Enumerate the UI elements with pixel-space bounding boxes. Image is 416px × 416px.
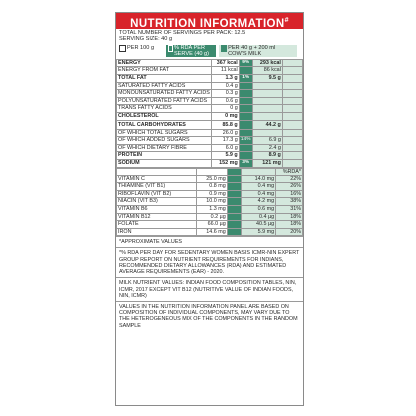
value-with-milk: 86 kcal bbox=[252, 67, 282, 75]
light-green-box-icon bbox=[221, 45, 227, 52]
rda-per-serve bbox=[227, 213, 241, 221]
value-per-100g: 152 mg bbox=[211, 159, 239, 167]
basis-rda bbox=[166, 45, 216, 57]
rda-with-milk bbox=[282, 144, 302, 152]
rda-per-serve bbox=[239, 112, 252, 120]
rda-with-milk bbox=[282, 105, 302, 113]
rda-per-serve bbox=[227, 228, 241, 236]
empty-cell bbox=[227, 168, 241, 175]
vitamin-row bbox=[117, 228, 303, 236]
nutrient-name: MONOUNSATURATED FATTY ACIDS bbox=[118, 90, 210, 97]
approx-note: *APPROXIMATE VALUES bbox=[116, 236, 303, 247]
rda-with-milk bbox=[282, 137, 302, 145]
value-with-milk: 40.5 µg bbox=[241, 221, 275, 229]
rda-per-serve bbox=[227, 221, 241, 229]
values-note: VALUES IN THE NUTRITION INFORMATION PANEL ARE BASED ON COMPOSITION OF INDIVIDUAL COMPONENTS, MAY VARY DUE TO THE HETEROGENEOUS MIX OF THE COMPONENTS IN THE RANDOM SAMPLE bbox=[116, 301, 303, 331]
rda-per-serve bbox=[239, 152, 252, 160]
servings-per-pack: TOTAL NUMBER OF SERVINGS PER PACK: 12.5 bbox=[119, 30, 246, 36]
basis-per100 bbox=[119, 45, 163, 52]
rda-per-serve bbox=[227, 205, 241, 213]
vitamin-name: FOLATE bbox=[117, 221, 197, 229]
rda-per-serve bbox=[239, 67, 252, 75]
value-per-100g: 6.0 g bbox=[211, 144, 239, 152]
value-per-100g: 1.3 g bbox=[211, 75, 239, 83]
nutrient-row bbox=[117, 59, 303, 67]
nutrition-panel bbox=[115, 12, 304, 406]
title-mark: # bbox=[284, 17, 289, 24]
serving-size: SERVING SIZE: 40 g bbox=[119, 36, 173, 43]
value-per-100g: 0.4 g bbox=[211, 82, 239, 90]
rda-with-milk: 26% bbox=[276, 183, 303, 191]
vitamin-name: THIAMINE (VIT B1) bbox=[117, 183, 197, 191]
rda-per-serve: 1% bbox=[239, 75, 252, 83]
value-with-milk: 0.6 mg bbox=[241, 205, 275, 213]
value-per-100g: 17.3 g bbox=[211, 137, 239, 145]
value-with-milk: 14.0 mg bbox=[241, 175, 275, 183]
value-per-100g: 0 g bbox=[211, 105, 239, 113]
vitamin-row bbox=[117, 205, 303, 213]
rda-per-serve bbox=[227, 183, 241, 191]
value-per-100g: 0.3 g bbox=[211, 90, 239, 98]
value-per-100g: 11 kcal bbox=[211, 67, 239, 75]
nutrient-name: CHOLESTEROL bbox=[117, 112, 212, 120]
vitamin-name: RIBOFLAVIN (VIT B2) bbox=[117, 190, 197, 198]
value-with-milk bbox=[252, 82, 282, 90]
nutrient-row bbox=[117, 159, 303, 167]
serving-info bbox=[116, 29, 303, 43]
nutrient-row bbox=[117, 129, 303, 137]
rda-with-milk bbox=[282, 120, 302, 129]
rda-with-milk: 18% bbox=[276, 213, 303, 221]
empty-cell bbox=[241, 168, 275, 175]
basis-rda-label: % RDA PER SERVE (40 g) bbox=[173, 44, 209, 57]
rda-per-serve bbox=[239, 82, 252, 90]
green-box-icon bbox=[168, 45, 173, 52]
nutrient-name: POLYUNSATURATED FATTY ACIDS bbox=[117, 97, 212, 105]
basis-milk-label: PER 40 g + 200 ml COW'S MILK bbox=[228, 44, 276, 57]
value-with-milk: 293 kcal bbox=[252, 59, 282, 67]
nutrient-row bbox=[117, 137, 303, 145]
panel-title bbox=[116, 13, 303, 29]
vitamin-table bbox=[116, 168, 303, 237]
milk-note: MILK NUTRIENT VALUES: INDIAN FOOD COMPOSITION TABLES, NIN, ICMR, 2017 EXCEPT VIT B12 (NUTRITIVE VALUE OF INDIAN FOODS, NIN, ICMR) bbox=[116, 277, 303, 301]
value-per-100g: 10.0 mg bbox=[196, 198, 227, 206]
rda-with-milk: 38% bbox=[276, 198, 303, 206]
nutrient-name: ENERGY bbox=[117, 59, 212, 67]
rda-per-serve bbox=[239, 129, 252, 137]
rda-per-serve bbox=[239, 144, 252, 152]
rda-per-serve bbox=[239, 105, 252, 113]
value-with-milk: 2.4 g bbox=[252, 144, 282, 152]
rda-with-milk: 20% bbox=[276, 228, 303, 236]
rda-with-milk bbox=[282, 90, 302, 98]
rda-with-milk bbox=[282, 129, 302, 137]
value-with-milk bbox=[252, 112, 282, 120]
nutrient-row bbox=[117, 67, 303, 75]
rda-with-milk bbox=[282, 82, 302, 90]
title-text: NUTRITION INFORMATION bbox=[130, 17, 285, 30]
value-per-100g: 367 kcal bbox=[211, 59, 239, 67]
white-box-icon bbox=[119, 45, 126, 52]
value-with-milk: 9.5 g bbox=[252, 75, 282, 83]
rda-per-serve bbox=[227, 175, 241, 183]
basis-legend bbox=[116, 43, 303, 59]
nutrient-name: OF WHICH ADDED SUGARS bbox=[117, 137, 212, 145]
vitamin-row bbox=[117, 175, 303, 183]
vitamin-name: VITAMIN B12 bbox=[117, 213, 197, 221]
rda-with-milk: 31% bbox=[276, 205, 303, 213]
value-with-milk bbox=[252, 129, 282, 137]
rda-per-serve: 9% bbox=[239, 59, 252, 67]
value-with-milk: 0.4 mg bbox=[241, 190, 275, 198]
rda-per-serve bbox=[227, 198, 241, 206]
vitamin-name: NIACIN (VIT B3) bbox=[117, 198, 197, 206]
empty-cell bbox=[117, 168, 197, 175]
nutrient-name: OF WHICH DIETARY FIBRE bbox=[117, 144, 212, 152]
basis-per100-label: PER 100 g bbox=[127, 44, 155, 51]
rda-with-milk bbox=[282, 152, 302, 160]
value-per-100g: 0.6 g bbox=[211, 97, 239, 105]
nutrient-name: TOTAL FAT bbox=[117, 75, 212, 83]
value-per-100g: 26.0 g bbox=[211, 129, 239, 137]
nutrient-row bbox=[117, 90, 303, 98]
vitamin-row bbox=[117, 198, 303, 206]
nutrient-name: SODIUM bbox=[117, 159, 212, 167]
rda-per-serve bbox=[239, 120, 252, 129]
rda-with-milk bbox=[282, 75, 302, 83]
value-with-milk bbox=[252, 105, 282, 113]
rda-note: *% RDA PER DAY FOR SEDENTARY WOMEN BASIS ICMR-NIN EXPERT GROUP REPORT ON NUTRIENT REQUIREMENTS FOR INDIANS, RECOMMENDED DIETARY ALLOWANCES (RDA) AND ESTIMATED AVERAGE REQUIREMENTS (EAR) - 2020. bbox=[116, 247, 303, 277]
value-per-100g: 0.9 mg bbox=[196, 190, 227, 198]
nutrient-name: SATURATED FATTY ACIDS bbox=[117, 82, 212, 90]
rda-with-milk: 22% bbox=[276, 175, 303, 183]
rda-per-serve bbox=[227, 190, 241, 198]
value-per-100g: 25.0 mg bbox=[196, 175, 227, 183]
nutrient-row bbox=[117, 120, 303, 129]
value-with-milk: 44.2 g bbox=[252, 120, 282, 129]
nutrient-name: TRANS FATTY ACIDS bbox=[117, 105, 212, 113]
empty-cell bbox=[196, 168, 227, 175]
value-per-100g: 0.2 µg bbox=[196, 213, 227, 221]
value-with-milk: 0.4 µg bbox=[241, 213, 275, 221]
rda-per-serve bbox=[239, 97, 252, 105]
value-per-100g: 66.0 µg bbox=[196, 221, 227, 229]
value-per-100g: 5.9 g bbox=[211, 152, 239, 160]
rda-per-serve bbox=[239, 90, 252, 98]
rda-with-milk: 18% bbox=[276, 221, 303, 229]
value-per-100g: 0.8 mg bbox=[196, 183, 227, 191]
value-with-milk bbox=[252, 90, 282, 98]
nutrient-row bbox=[117, 112, 303, 120]
nutrient-row bbox=[117, 144, 303, 152]
value-with-milk: 4.2 mg bbox=[241, 198, 275, 206]
nutrient-table bbox=[116, 59, 303, 168]
vitamin-row bbox=[117, 183, 303, 191]
rda-per-serve: 14% bbox=[239, 137, 252, 145]
value-with-milk: 0.4 mg bbox=[241, 183, 275, 191]
rda-with-milk bbox=[282, 112, 302, 120]
value-per-100g: 0 mg bbox=[211, 112, 239, 120]
rda-with-milk bbox=[282, 97, 302, 105]
value-with-milk: 8.9 g bbox=[252, 152, 282, 160]
vitamin-row bbox=[117, 213, 303, 221]
vitamin-row bbox=[117, 221, 303, 229]
nutrient-name: PROTEIN bbox=[117, 152, 212, 160]
vitamin-name: IRON bbox=[117, 228, 197, 236]
nutrient-name: ENERGY FROM FAT bbox=[117, 67, 212, 75]
nutrient-row bbox=[117, 75, 303, 83]
nutrient-row bbox=[117, 105, 303, 113]
rda-with-milk bbox=[282, 67, 302, 75]
rda-with-milk: 16% bbox=[276, 190, 303, 198]
value-with-milk: 5.9 mg bbox=[241, 228, 275, 236]
value-with-milk bbox=[252, 97, 282, 105]
basis-milk bbox=[219, 45, 297, 57]
nutrient-row bbox=[117, 152, 303, 160]
nutrient-name: TOTAL CARBOHYDRATES bbox=[117, 120, 212, 129]
nutrient-name: OF WHICH TOTAL SUGARS bbox=[117, 129, 212, 137]
rda-header: %RDA* bbox=[276, 168, 303, 175]
value-per-100g: 85.8 g bbox=[211, 120, 239, 129]
value-per-100g: 1.3 mg bbox=[196, 205, 227, 213]
value-per-100g: 14.6 mg bbox=[196, 228, 227, 236]
nutrient-row bbox=[117, 97, 303, 105]
vitamin-name: VITAMIN B6 bbox=[117, 205, 197, 213]
rda-with-milk bbox=[282, 159, 302, 167]
rda-header-row bbox=[117, 168, 303, 175]
vitamin-row bbox=[117, 190, 303, 198]
rda-with-milk bbox=[282, 59, 302, 67]
value-with-milk: 6.9 g bbox=[252, 137, 282, 145]
rda-per-serve: 3% bbox=[239, 159, 252, 167]
value-with-milk: 121 mg bbox=[252, 159, 282, 167]
nutrient-row bbox=[117, 82, 303, 90]
vitamin-name: VITAMIN C bbox=[117, 175, 197, 183]
